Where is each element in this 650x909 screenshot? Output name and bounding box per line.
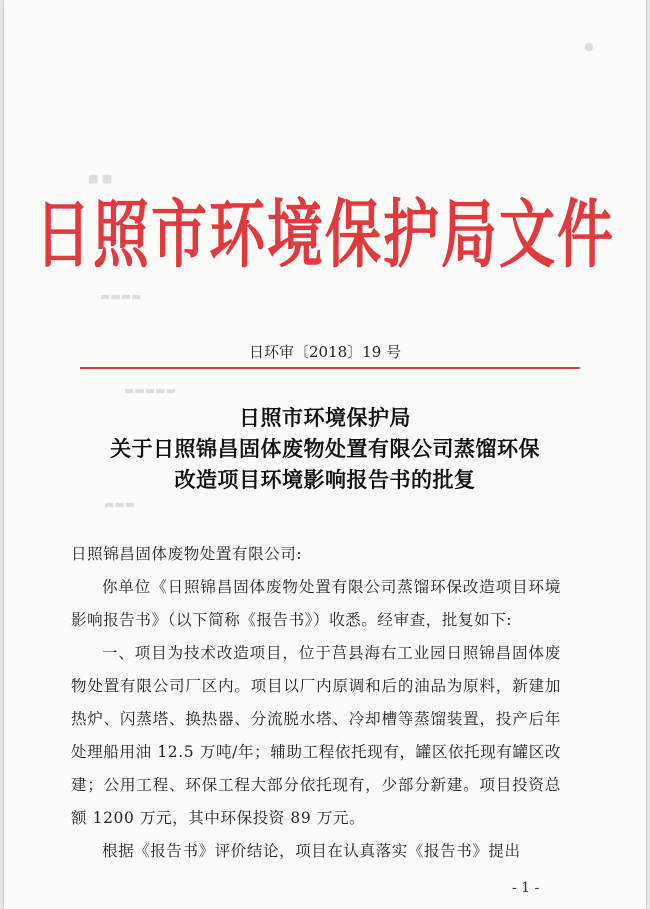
bleed-through-mark: ▬▬▬▬▬	[124, 384, 176, 397]
header-red-rule	[80, 367, 580, 369]
body-paragraph: 一、项目为技术改造项目，位于莒县海右工业园日照锦昌固体废物处置有限公司厂区内。项目以厂内原调和后的油品为原料，新建加热炉、闪蒸塔、换热器、分流脱水塔、冷却槽等蒸馏装置，投产后年处理船用油 12.5 万吨/年；辅助工程依托现有，罐区依托现有罐区改建；公用工程、环保工程大部分依托现有，少部分新建。项目投资总额 1200 万元，其中环保投资 89 万元。	[71, 644, 561, 827]
salutation: 日照锦昌固体废物处置有限公司:	[71, 545, 303, 563]
subject-line-1: 日照市环境保护局	[239, 405, 411, 430]
bleed-through-mark: ▬▬▬▬	[100, 290, 142, 303]
subject-line-3: 改造项目环境影响报告书的批复	[174, 467, 476, 492]
document-number: 日环审〔2018〕19 号	[248, 343, 402, 361]
page-number: - 1 -	[512, 880, 540, 896]
document-page	[4, 0, 646, 909]
body-paragraph: 根据《报告书》评价结论，项目在认真落实《报告书》提出	[102, 842, 521, 860]
bleed-through-mark: ●	[584, 40, 594, 53]
subject-line-2: 关于日照锦昌固体废物处置有限公司蒸馏环保	[110, 436, 540, 461]
document-subject	[4, 402, 646, 495]
body-paragraph: 你单位《日照锦昌固体废物处置有限公司蒸馏环保改造项目环境影响报告书》（以下简称《报告书》）收悉。经审查，批复如下:	[71, 578, 561, 629]
document-body	[71, 538, 561, 868]
document-header-title: 日照市环境保护局文件	[35, 191, 615, 279]
bleed-through-mark: ▬▬▬	[104, 498, 136, 511]
bleed-through-mark: ■ ■	[88, 172, 113, 185]
